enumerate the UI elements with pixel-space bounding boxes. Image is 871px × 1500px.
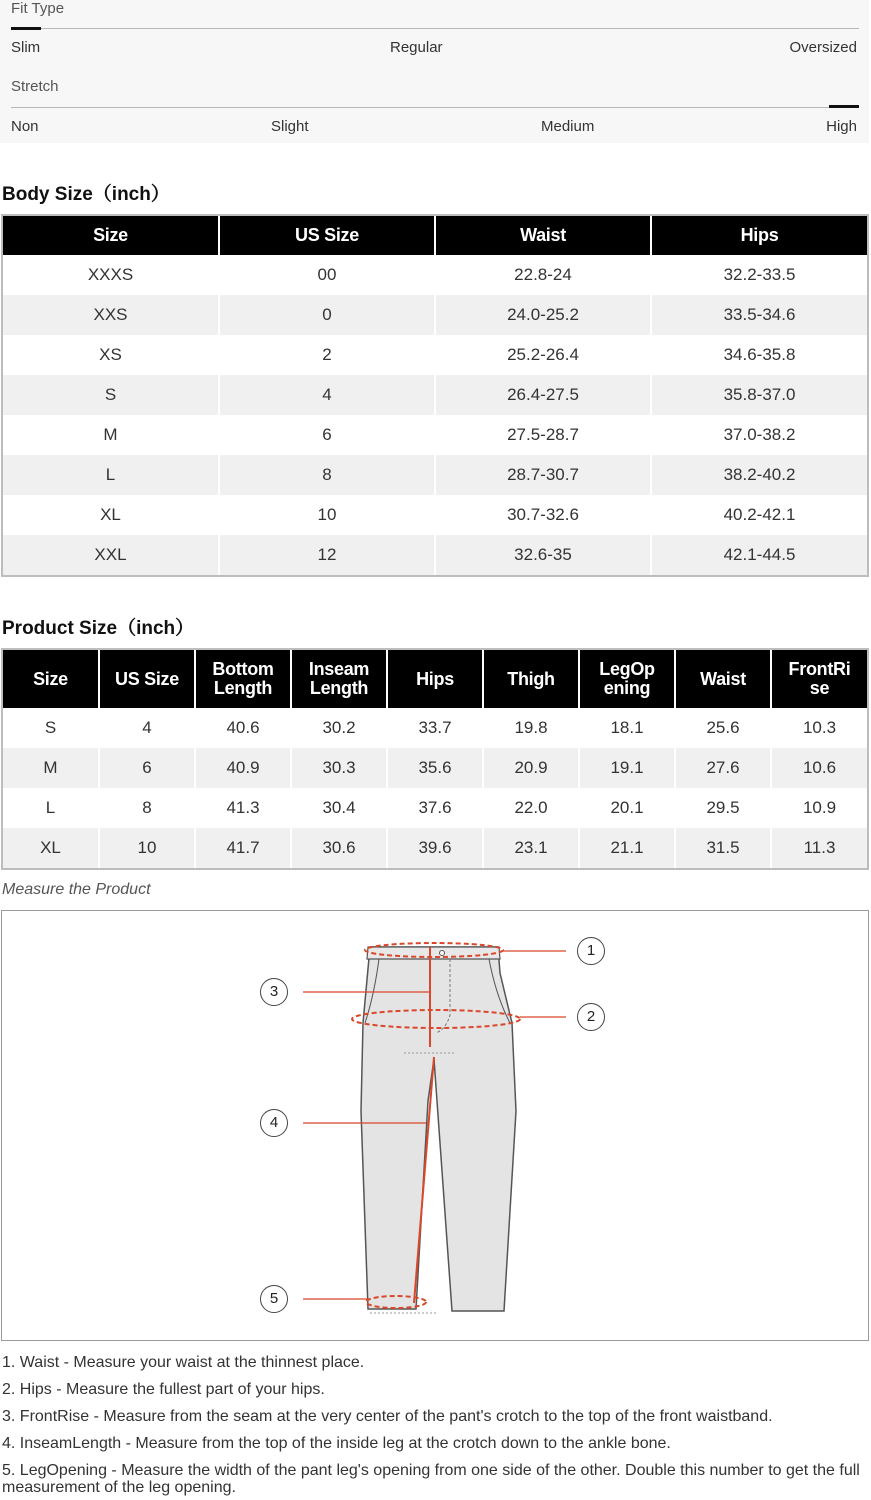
header-thigh: Thigh xyxy=(483,650,579,708)
cell-waist: 24.0-25.2 xyxy=(435,295,651,335)
table-row xyxy=(3,708,867,748)
stretch-label-slight: Slight xyxy=(271,118,309,135)
pants-illustration xyxy=(2,911,870,1342)
callout-2: 2 xyxy=(577,1003,605,1031)
table-row xyxy=(3,535,867,575)
header-us-size: US Size xyxy=(219,216,435,255)
cell-inseam-length: 30.4 xyxy=(291,788,387,828)
cell-hips: 37.0-38.2 xyxy=(651,415,867,455)
header-waist: Waist xyxy=(675,650,771,708)
pants-shape xyxy=(361,947,516,1311)
cell-front-rise: 10.9 xyxy=(771,788,867,828)
cell-size: XXS xyxy=(3,295,219,335)
table-row xyxy=(3,415,867,455)
cell-bottom-length: 41.7 xyxy=(195,828,291,868)
fit-label-slim: Slim xyxy=(11,39,41,56)
button xyxy=(440,951,445,956)
cell-us-size: 4 xyxy=(219,375,435,415)
header-us-size: US Size xyxy=(99,650,195,708)
cell-waist: 31.5 xyxy=(675,828,771,868)
callout-4: 4 xyxy=(260,1109,288,1137)
cell-hips: 42.1-44.5 xyxy=(651,535,867,575)
cell-size: S xyxy=(3,375,219,415)
fit-label-regular: Regular xyxy=(390,39,443,56)
cell-waist: 32.6-35 xyxy=(435,535,651,575)
cell-us-size: 6 xyxy=(99,748,195,788)
cell-thigh: 23.1 xyxy=(483,828,579,868)
cell-size: XXL xyxy=(3,535,219,575)
cell-us-size: 8 xyxy=(219,455,435,495)
cell-leg-opening: 18.1 xyxy=(579,708,675,748)
header-size: Size xyxy=(3,650,99,708)
measure-diagram xyxy=(1,910,869,1341)
waistband xyxy=(367,947,500,959)
cell-size: L xyxy=(45,798,56,817)
fit-stretch-panel xyxy=(0,0,869,143)
table-row xyxy=(3,255,867,295)
cell-thigh: 19.8 xyxy=(483,708,579,748)
cell-waist: 30.7-32.6 xyxy=(435,495,651,535)
cell-waist: 27.6 xyxy=(675,748,771,788)
body-size-title: Body Size（inch） xyxy=(2,184,170,205)
stretch-track xyxy=(11,107,859,108)
cell-front-rise: 11.3 xyxy=(771,828,867,868)
cell-waist: 28.7-30.7 xyxy=(435,455,651,495)
note-hips: 2. Hips - Measure the fullest part of your hips. xyxy=(2,1381,325,1398)
cell-us-size: 8 xyxy=(99,788,195,828)
measure-caption: Measure the Product xyxy=(2,881,151,898)
cell-size: XS xyxy=(99,345,122,364)
callout-3: 3 xyxy=(260,978,288,1006)
product-size-title: Product Size（inch） xyxy=(2,618,195,639)
header-hips: Hips xyxy=(387,650,483,708)
cell-size: XL xyxy=(3,828,99,868)
product-size-header-row xyxy=(3,650,867,708)
cell-us-size: 2 xyxy=(219,335,435,375)
cell-hips: 39.6 xyxy=(387,828,483,868)
stretch-label-high: High xyxy=(826,118,857,135)
fit-type-track xyxy=(11,28,859,29)
note-leg-opening: 5. LegOpening - Measure the width of the pant leg's opening from one side of the other. Double this number to get the full measurement of the leg opening. xyxy=(2,1462,860,1496)
header-inseam-length: Inseam Length xyxy=(291,650,387,708)
table-row xyxy=(3,828,867,868)
cell-waist: 25.2-26.4 xyxy=(435,335,651,375)
table-row xyxy=(3,335,867,375)
fit-type-marker xyxy=(11,27,41,30)
cell-thigh: 20.9 xyxy=(483,748,579,788)
fit-type-title: Fit Type xyxy=(11,0,65,17)
header-bottom-length: Bottom Length xyxy=(195,650,291,708)
cell-us-size: 4 xyxy=(99,708,195,748)
cell-size: XL xyxy=(100,505,121,524)
body-size-header-row xyxy=(3,216,867,255)
cell-waist: 26.4-27.5 xyxy=(435,375,651,415)
note-front-rise: 3. FrontRise - Measure from the seam at the very center of the pant's crotch to the top of the front waistband. xyxy=(2,1408,773,1425)
table-row xyxy=(3,455,867,495)
cell-waist: 29.5 xyxy=(675,788,771,828)
note-waist: 1. Waist - Measure your waist at the thinnest place. xyxy=(2,1354,365,1371)
cell-us-size: 10 xyxy=(99,828,195,868)
cell-inseam-length: 30.3 xyxy=(291,748,387,788)
stretch-marker xyxy=(829,105,859,108)
cell-thigh: 22.0 xyxy=(483,788,579,828)
note-inseam-length: 4. InseamLength - Measure from the top of the inside leg at the crotch down to the ankle bone. xyxy=(2,1435,671,1452)
stretch-label-medium: Medium xyxy=(541,118,595,135)
cell-front-rise: 10.3 xyxy=(771,708,867,748)
cell-hips: 35.6 xyxy=(387,748,483,788)
cell-bottom-length: 40.9 xyxy=(195,748,291,788)
header-front-rise: FrontRi se xyxy=(771,650,867,708)
cell-leg-opening: 20.1 xyxy=(579,788,675,828)
cell-hips: 38.2-40.2 xyxy=(651,455,867,495)
cell-us-size: 00 xyxy=(219,255,435,295)
cell-inseam-length: 30.2 xyxy=(291,708,387,748)
cell-leg-opening: 21.1 xyxy=(579,828,675,868)
cell-leg-opening: 19.1 xyxy=(579,748,675,788)
cell-hips: 35.8-37.0 xyxy=(651,375,867,415)
cell-hips: 33.7 xyxy=(387,708,483,748)
product-size-table xyxy=(1,648,869,870)
header-waist: Waist xyxy=(435,216,651,255)
cell-hips: 34.6-35.8 xyxy=(651,335,867,375)
cell-bottom-length: 40.6 xyxy=(195,708,291,748)
table-row xyxy=(3,788,867,828)
measurement-notes xyxy=(2,1354,862,1500)
stretch-title: Stretch xyxy=(11,78,59,95)
cell-waist: 22.8-24 xyxy=(435,255,651,295)
cell-us-size: 12 xyxy=(219,535,435,575)
table-row xyxy=(3,748,867,788)
cell-us-size: 6 xyxy=(219,415,435,455)
cell-size: S xyxy=(44,718,57,737)
callout-5: 5 xyxy=(260,1285,288,1313)
header-leg-opening: LegOp ening xyxy=(579,650,675,708)
table-row xyxy=(3,495,867,535)
fit-label-oversized: Oversized xyxy=(789,39,857,56)
cell-size: XXXS xyxy=(87,265,134,284)
cell-us-size: 0 xyxy=(219,295,435,335)
cell-size: M xyxy=(103,425,118,444)
cell-us-size: 10 xyxy=(219,495,435,535)
body-size-table xyxy=(1,214,869,577)
cell-front-rise: 10.6 xyxy=(771,748,867,788)
cell-hips: 40.2-42.1 xyxy=(651,495,867,535)
cell-waist: 27.5-28.7 xyxy=(435,415,651,455)
cell-inseam-length: 30.6 xyxy=(291,828,387,868)
callout-1: 1 xyxy=(577,937,605,965)
cell-size: M xyxy=(3,748,99,788)
cell-size: L xyxy=(3,455,219,495)
header-hips: Hips xyxy=(651,216,867,255)
cell-hips: 32.2-33.5 xyxy=(651,255,867,295)
cell-hips: 37.6 xyxy=(387,788,483,828)
stretch-label-non: Non xyxy=(11,118,39,135)
cell-waist: 25.6 xyxy=(675,708,771,748)
cell-bottom-length: 41.3 xyxy=(195,788,291,828)
cell-hips: 33.5-34.6 xyxy=(651,295,867,335)
table-row xyxy=(3,295,867,335)
table-row xyxy=(3,375,867,415)
header-size: Size xyxy=(3,216,219,255)
